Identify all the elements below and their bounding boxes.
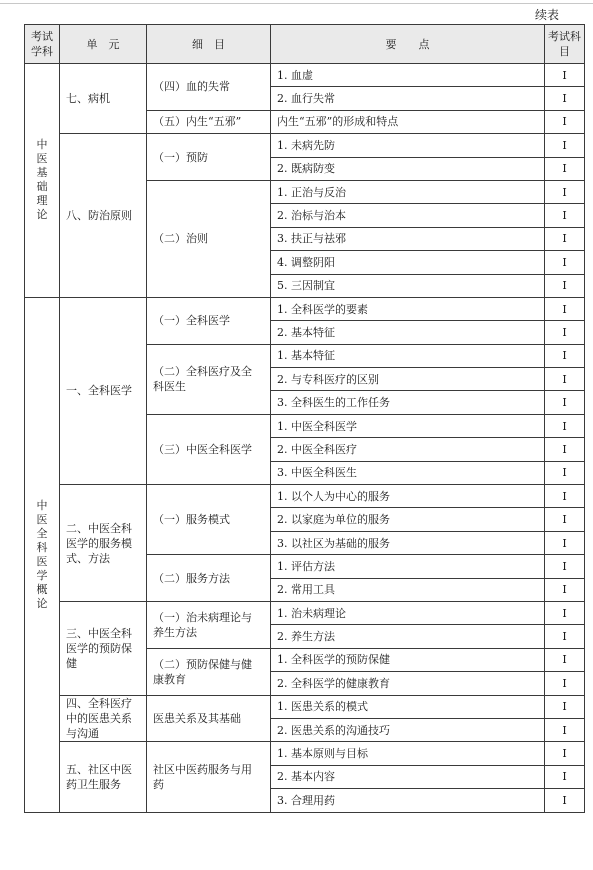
table-row bbox=[25, 134, 585, 157]
table-row bbox=[25, 601, 585, 624]
code-cell: I bbox=[545, 695, 585, 718]
point-cell: 2. 常用工具 bbox=[271, 578, 545, 601]
detail-cell: （二）服务方法 bbox=[147, 555, 271, 602]
code-cell: I bbox=[545, 134, 585, 157]
code-cell: I bbox=[545, 180, 585, 203]
point-cell: 2. 基本内容 bbox=[271, 765, 545, 788]
point-cell: 1. 全科医学的要素 bbox=[271, 297, 545, 320]
code-cell: I bbox=[545, 87, 585, 110]
code-cell: I bbox=[545, 601, 585, 624]
point-cell: 1. 基本特征 bbox=[271, 344, 545, 367]
detail-cell: （四）血的失常 bbox=[147, 64, 271, 111]
point-cell: 2. 基本特征 bbox=[271, 321, 545, 344]
code-cell: I bbox=[545, 578, 585, 601]
header-unit: 单 元 bbox=[60, 25, 147, 64]
point-cell: 3. 全科医生的工作任务 bbox=[271, 391, 545, 414]
code-cell: I bbox=[545, 391, 585, 414]
code-cell: I bbox=[545, 368, 585, 391]
detail-cell: （二）预防保健与健康教育 bbox=[147, 648, 271, 695]
point-cell: 1. 医患关系的模式 bbox=[271, 695, 545, 718]
point-cell: 1. 基本原则与目标 bbox=[271, 742, 545, 765]
table-row bbox=[25, 695, 585, 718]
code-cell: I bbox=[545, 204, 585, 227]
code-cell: I bbox=[545, 531, 585, 554]
point-cell: 1. 全科医学的预防保健 bbox=[271, 648, 545, 671]
table-row bbox=[25, 742, 585, 765]
code-cell: I bbox=[545, 251, 585, 274]
point-cell: 1. 以个人为中心的服务 bbox=[271, 485, 545, 508]
detail-cell: 医患关系及其基础 bbox=[147, 695, 271, 742]
unit-cell: 四、全科医疗中的医患关系与沟通 bbox=[60, 695, 147, 742]
continued-label: 续表 bbox=[534, 8, 559, 22]
header-subject-code: 考试科目 bbox=[545, 25, 585, 64]
detail-cell: （三）中医全科医学 bbox=[147, 414, 271, 484]
point-cell: 内生“五邪”的形成和特点 bbox=[271, 110, 545, 133]
code-cell: I bbox=[545, 227, 585, 250]
point-cell: 2. 以家庭为单位的服务 bbox=[271, 508, 545, 531]
detail-cell: （一）治未病理论与养生方法 bbox=[147, 601, 271, 648]
detail-cell: 社区中医药服务与用药 bbox=[147, 742, 271, 812]
code-cell: I bbox=[545, 438, 585, 461]
point-cell: 1. 血虚 bbox=[271, 64, 545, 87]
point-cell: 2. 医患关系的沟通技巧 bbox=[271, 718, 545, 741]
code-cell: I bbox=[545, 625, 585, 648]
subject-cell: 中医基础理论 bbox=[25, 64, 60, 298]
code-cell: I bbox=[545, 672, 585, 695]
point-cell: 3. 合理用药 bbox=[271, 789, 545, 812]
table-row bbox=[25, 64, 585, 87]
code-cell: I bbox=[545, 789, 585, 812]
unit-cell: 一、全科医学 bbox=[60, 297, 147, 484]
point-cell: 1. 中医全科医学 bbox=[271, 414, 545, 437]
detail-cell: （五）内生“五邪” bbox=[147, 110, 271, 133]
table-header bbox=[25, 25, 585, 64]
unit-cell: 八、防治原则 bbox=[60, 134, 147, 298]
table-row bbox=[25, 485, 585, 508]
code-cell: I bbox=[545, 648, 585, 671]
unit-cell: 五、社区中医药卫生服务 bbox=[60, 742, 147, 812]
point-cell: 2. 与专科医疗的区别 bbox=[271, 368, 545, 391]
point-cell: 2. 治标与治本 bbox=[271, 204, 545, 227]
unit-cell: 七、病机 bbox=[60, 64, 147, 134]
syllabus-table bbox=[24, 24, 585, 813]
point-cell: 4. 调整阴阳 bbox=[271, 251, 545, 274]
code-cell: I bbox=[545, 297, 585, 320]
code-cell: I bbox=[545, 64, 585, 87]
point-cell: 3. 以社区为基础的服务 bbox=[271, 531, 545, 554]
point-cell: 2. 养生方法 bbox=[271, 625, 545, 648]
subject-cell: 中医全科医学概论 bbox=[25, 297, 60, 812]
point-cell: 2. 血行失常 bbox=[271, 87, 545, 110]
header-points: 要 点 bbox=[271, 25, 545, 64]
table-row bbox=[25, 297, 585, 320]
code-cell: I bbox=[545, 765, 585, 788]
unit-cell: 三、中医全科医学的预防保健 bbox=[60, 601, 147, 695]
point-cell: 3. 中医全科医生 bbox=[271, 461, 545, 484]
code-cell: I bbox=[545, 110, 585, 133]
code-cell: I bbox=[545, 414, 585, 437]
code-cell: I bbox=[545, 555, 585, 578]
page-top-rule bbox=[0, 3, 593, 4]
header-subject: 考试学科 bbox=[25, 25, 60, 64]
code-cell: I bbox=[545, 461, 585, 484]
point-cell: 2. 全科医学的健康教育 bbox=[271, 672, 545, 695]
point-cell: 5. 三因制宜 bbox=[271, 274, 545, 297]
point-cell: 1. 评估方法 bbox=[271, 555, 545, 578]
point-cell: 3. 扶正与祛邪 bbox=[271, 227, 545, 250]
code-cell: I bbox=[545, 508, 585, 531]
code-cell: I bbox=[545, 485, 585, 508]
detail-cell: （一）服务模式 bbox=[147, 485, 271, 555]
header-detail: 细 目 bbox=[147, 25, 271, 64]
point-cell: 1. 治未病理论 bbox=[271, 601, 545, 624]
detail-cell: （一）预防 bbox=[147, 134, 271, 181]
point-cell: 1. 正治与反治 bbox=[271, 180, 545, 203]
point-cell: 1. 未病先防 bbox=[271, 134, 545, 157]
code-cell: I bbox=[545, 274, 585, 297]
code-cell: I bbox=[545, 344, 585, 367]
detail-cell: （二）治则 bbox=[147, 180, 271, 297]
detail-cell: （一）全科医学 bbox=[147, 297, 271, 344]
point-cell: 2. 中医全科医疗 bbox=[271, 438, 545, 461]
detail-cell: （二）全科医疗及全科医生 bbox=[147, 344, 271, 414]
code-cell: I bbox=[545, 718, 585, 741]
code-cell: I bbox=[545, 742, 585, 765]
code-cell: I bbox=[545, 321, 585, 344]
point-cell: 2. 既病防变 bbox=[271, 157, 545, 180]
code-cell: I bbox=[545, 157, 585, 180]
unit-cell: 二、中医全科医学的服务模式、方法 bbox=[60, 485, 147, 602]
